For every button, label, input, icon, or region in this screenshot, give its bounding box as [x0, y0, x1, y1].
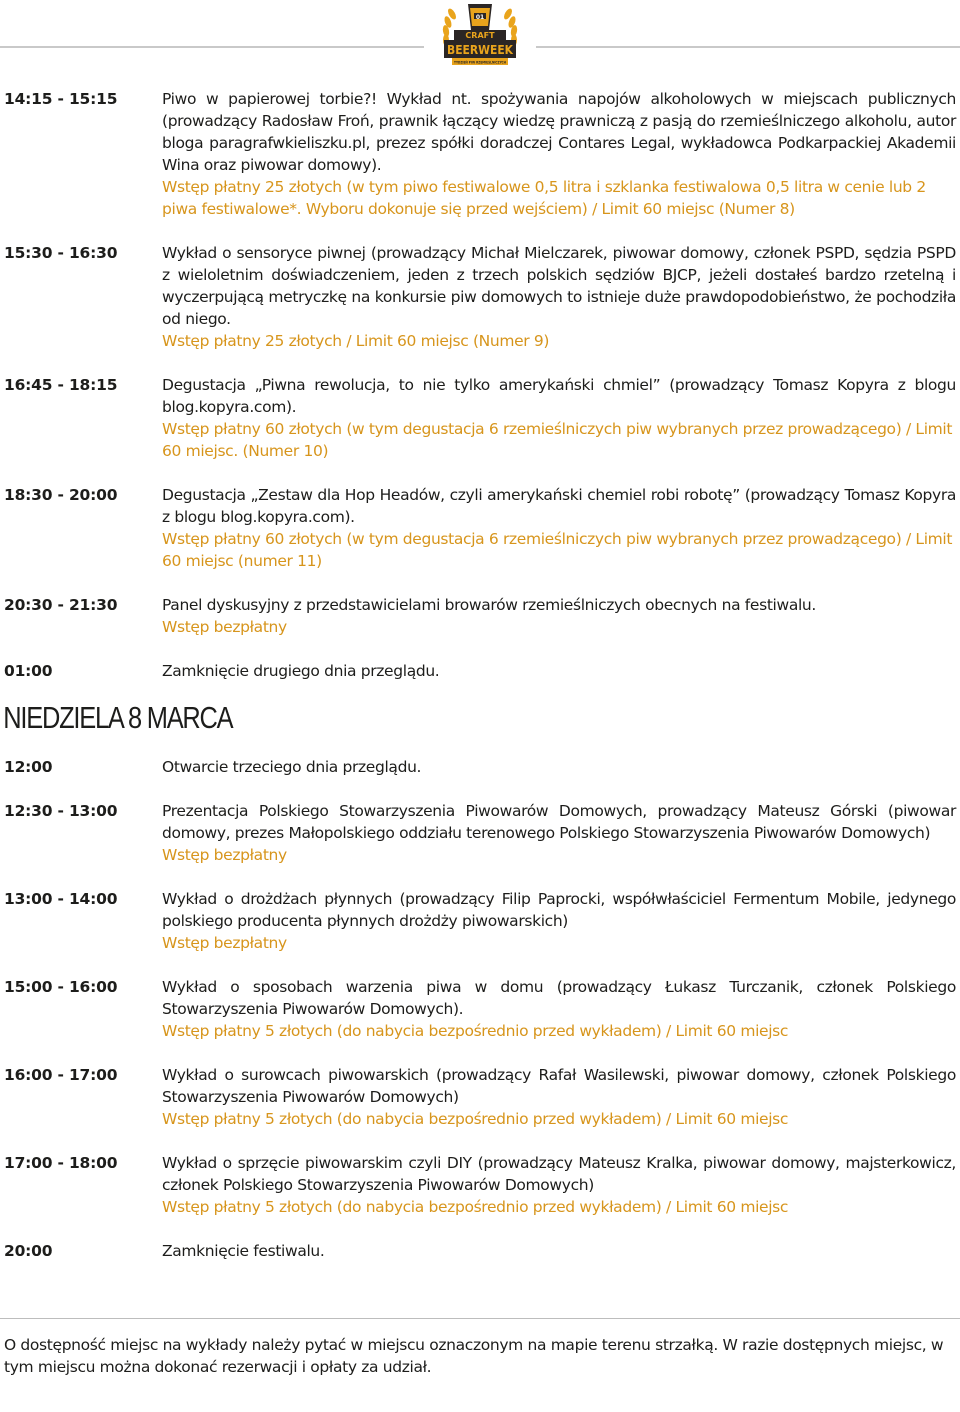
entry-time: 12:30 - 13:00 [4, 802, 118, 820]
schedule-entry [0, 374, 960, 462]
entry-description [162, 594, 956, 638]
entry-fee: Wstęp bezpłatny [162, 618, 287, 636]
schedule-entry [0, 594, 960, 638]
entry-time: 15:00 - 16:00 [4, 978, 118, 996]
entry-description [162, 374, 956, 462]
entry-fee: Wstęp płatny 25 złotych / Limit 60 miejsc (Numer 9) [162, 332, 550, 350]
entry-time: 20:30 - 21:30 [4, 596, 118, 614]
entry-text: Wykład o sposobach warzenia piwa w domu (prowadzący Łukasz Turczanik, członek Polskiego Stowarzyszenia Piwowarów Domowych). [162, 978, 956, 1018]
day-heading-sunday: NIEDZIELA 8 MARCA [3, 700, 233, 735]
footer-note: O dostępność miejsc na wykłady należy pytać w miejscu oznaczonym na mapie terenu strzałką. W razie dostępnych miejsc, w tym miejscu można dokonać rezerwacji i opłaty za udział. [4, 1336, 944, 1376]
entry-time: 16:00 - 17:00 [4, 1066, 118, 1084]
entry-description [162, 660, 956, 682]
entry-text: Otwarcie trzeciego dnia przeglądu. [162, 758, 422, 776]
entry-description [162, 1152, 956, 1218]
entry-text: Zamknięcie festiwalu. [162, 1242, 325, 1260]
logo-number: 01 [475, 14, 485, 21]
entry-description [162, 1064, 956, 1130]
entry-time: 16:45 - 18:15 [4, 376, 118, 394]
schedule-entry [0, 484, 960, 572]
entry-text: Piwo w papierowej torbie?! Wykład nt. spożywania napojów alkoholowych w miejscach publicznych (prowadzący Radosław Froń, prawnik łączący wiedzę prawniczą z pasją do rzemieślniczego alkoholu, autor bloga paragrafwkieliszku.pl, prezez spółki doradczej Contares Legal, wykładowca Podkarpackiej Akademii Wina oraz piwowar domowy). [162, 90, 956, 174]
schedule-entry [0, 756, 960, 778]
entry-time: 18:30 - 20:00 [4, 486, 118, 504]
entry-text: Wykład o drożdżach płynnych (prowadzący Filip Paprocki, współwłaściciel Fermentum Mobile, jedynego polskiego producenta płynnych drożdży piwowarskich) [162, 890, 956, 930]
schedule-entry [0, 976, 960, 1042]
entry-fee: Wstęp bezpłatny [162, 846, 287, 864]
footer-divider [0, 1318, 960, 1319]
entry-text: Zamknięcie drugiego dnia przeglądu. [162, 662, 440, 680]
schedule-entry [0, 1152, 960, 1218]
entry-text: Degustacja „Zestaw dla Hop Headów, czyli amerykański chemiel robi robotę” (prowadzący Tomasz Kopyra z blogu blog.kopyra.com). [162, 486, 956, 526]
entry-description [162, 756, 956, 778]
entry-text: Panel dyskusyjny z przedstawicielami browarów rzemieślniczych obecnych na festiwalu. [162, 596, 816, 614]
entry-time: 01:00 [4, 662, 53, 680]
header-divider-left [0, 46, 424, 48]
schedule-entry [0, 660, 960, 682]
entry-fee: Wstęp płatny 60 złotych (w tym degustacja 6 rzemieślniczych piw wybranych przez prowadzącego) / Limit 60 miejsc. (Numer 10) [162, 420, 953, 460]
entry-description [162, 484, 956, 572]
entry-time: 12:00 [4, 758, 53, 776]
entry-fee: Wstęp płatny 25 złotych (w tym piwo festiwalowe 0,5 litra i szklanka festiwalowa 0,5 litra w cenie lub 2 piwa festiwalowe*. Wyboru dokonuje się przed wejściem) / Limit 60 miejsc (Numer 8) [162, 178, 926, 218]
entry-text: Prezentacja Polskiego Stowarzyszenia Piwowarów Domowych, prowadzący Mateusz Górski (piwowar domowy, prezes Małopolskiego oddziału terenowego Polskiego Stowarzyszenia Piwowarów Domowych) [162, 802, 956, 842]
entry-description [162, 800, 956, 866]
entry-description [162, 88, 956, 220]
entry-text: Wykład o sensoryce piwnej (prowadzący Michał Mielczarek, piwowar domowy, członek PSPD, sędzia PSPD z wieloletnim doświadczeniem, jeden z trzech polskich sędziów BJCP, jeżeli dostałeś bardzo rzetelną i wyczerpującą metryczkę na konkursie piw domowych to istnieje duże prawdopodobieństwo, że pochodziła od niego. [162, 244, 956, 328]
entry-description [162, 242, 956, 352]
schedule-entry [0, 1240, 960, 1262]
entry-time: 17:00 - 18:00 [4, 1154, 118, 1172]
schedule-entry [0, 242, 960, 352]
entry-time: 13:00 - 14:00 [4, 890, 118, 908]
entry-fee: Wstęp płatny 5 złotych (do nabycia bezpośrednio przed wykładem) / Limit 60 miejsc [162, 1110, 789, 1128]
entry-description [162, 888, 956, 954]
entry-text: Wykład o sprzęcie piwowarskim czyli DIY (prowadzący Mateusz Kralka, piwowar domowy, majsterkowicz, członek Polskiego Stowarzyszenia Piwowarów Domowych) [162, 1154, 956, 1194]
entry-fee: Wstęp płatny 5 złotych (do nabycia bezpośrednio przed wykładem) / Limit 60 miejsc [162, 1022, 789, 1040]
logo-subtitle: TYDZIEŃ PIW RZEMIEŚLNICZYCH [454, 60, 520, 65]
entry-time: 20:00 [4, 1242, 53, 1260]
entry-time: 15:30 - 16:30 [4, 244, 118, 262]
logo-top-text: CRAFT [465, 31, 495, 40]
schedule-entry [0, 888, 960, 954]
entry-fee: Wstęp płatny 5 złotych (do nabycia bezpośrednio przed wykładem) / Limit 60 miejsc [162, 1198, 789, 1216]
page-header [0, 0, 960, 76]
schedule-entry [0, 1064, 960, 1130]
craft-beer-week-logo [430, 0, 530, 74]
entry-fee: Wstęp bezpłatny [162, 934, 287, 952]
entry-fee: Wstęp płatny 60 złotych (w tym degustacja 6 rzemieślniczych piw wybranych przez prowadzącego) / Limit 60 miejsc (numer 11) [162, 530, 953, 570]
entry-description [162, 976, 956, 1042]
entry-description [162, 1240, 956, 1262]
entry-time: 14:15 - 15:15 [4, 90, 118, 108]
entry-text: Degustacja „Piwna rewolucja, to nie tylko amerykański chmiel” (prowadzący Tomasz Kopyra z blogu blog.kopyra.com). [162, 376, 956, 416]
festival-schedule [0, 88, 960, 1284]
schedule-entry [0, 800, 960, 866]
entry-text: Wykład o surowcach piwowarskich (prowadzący Rafał Wasilewski, piwowar domowy, członek Polskiego Stowarzyszenia Piwowarów Domowych) [162, 1066, 956, 1106]
schedule-entry [0, 88, 960, 220]
header-divider-right [536, 46, 960, 48]
logo-main-text: BEERWEEK [447, 43, 514, 57]
